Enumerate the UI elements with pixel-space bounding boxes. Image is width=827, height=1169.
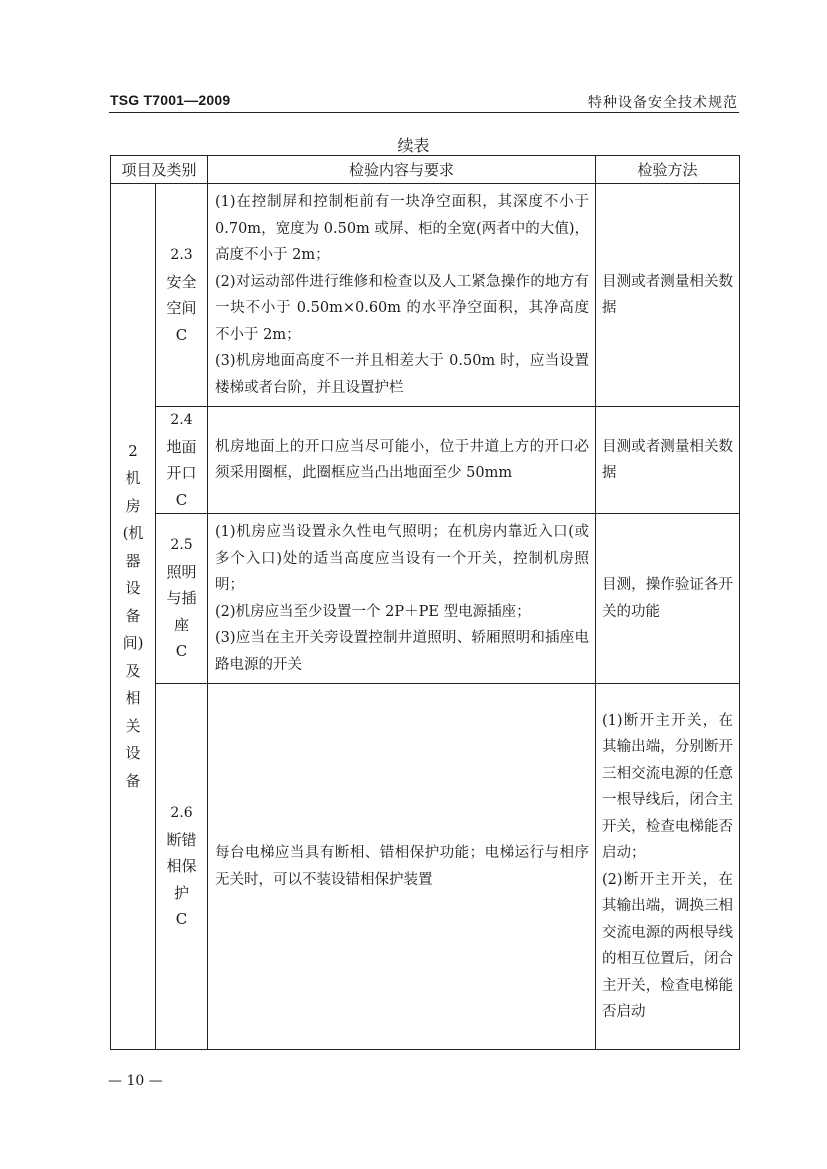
content-cell [208,514,596,684]
category-char: 备 [125,606,141,625]
category-char: 2 [128,441,138,460]
subcategory-cell [156,184,208,407]
subcategory-class: C [175,325,188,344]
method-item: 目测，操作验证各开关的功能 [602,577,734,620]
method-item: 目测或者测量相关数据 [602,438,734,481]
page-number: — 10 — [108,1073,163,1089]
content-cell [208,184,596,407]
subcategory-cell [156,684,208,1050]
col-header-method: 检验方法 [596,156,740,184]
col-header-content: 检验内容与要求 [208,156,596,184]
category-char: 设 [125,579,141,598]
requirement-item: (3)应当在主开关旁设置控制井道照明、轿厢照明和插座电路电源的开关 [215,630,590,673]
table-row [111,684,740,1050]
subcategory-text: 相保 [166,857,197,876]
subcategory-class: C [175,910,188,929]
table-row [111,184,740,407]
subcategory-text: 座 [174,615,190,634]
category-char: 房 [125,496,141,515]
requirement-item: (1)在控制屏和控制柜前有一块净空面积，其深度不小于 0.70m，宽度为 0.50m 或屏、柜的全宽(两者中的大值)，高度不小于 2m； [215,194,590,263]
inspection-table [110,155,740,1050]
requirement-item: (2)机房应当至少设置一个 2P＋PE 型电源插座； [215,603,531,620]
method-item: (1)断开主开关，在其输出端，分别断开三相交流电源的任意一根导线后，闭合主开关，检查电梯能否启动； [602,712,734,861]
subcategory-number: 2.4 [170,412,193,428]
category-char: 器 [125,551,141,570]
subcategory-cell [156,514,208,684]
table-header-row [111,156,740,184]
category-cell [111,184,156,1050]
subcategory-number: 2.6 [170,805,193,822]
standard-code: TSG T7001—2009 [110,92,231,108]
requirement-item: (2)对运动部件进行维修和检查以及人工紧急操作的地方有一块不小于 0.50m×0.60m 的水平净空面积，其净高度不小于 2m； [215,273,590,343]
category-char: 及 [125,661,141,680]
subcategory-text: 开口 [166,464,197,482]
method-cell [596,684,740,1050]
subcategory-text: 照明 [166,562,197,581]
subcategory-text: 断错 [166,830,197,849]
requirement-item: 每台电梯应当具有断相、错相保护功能；电梯运行与相序无关时，可以不装设错相保护装置 [215,845,590,888]
subcategory-number: 2.3 [170,247,193,263]
standard-category: 特种设备安全技术规范 [588,95,738,111]
method-cell [596,184,740,407]
subcategory-cell [156,407,208,514]
subcategory-class: C [175,642,188,661]
requirement-item: (1)机房应当设置永久性电气照明；在机房内靠近入口(或多个入口)处的适当高度应当设有一个开关，控制机房照明； [215,524,590,593]
subcategory-text: 空间 [166,299,197,317]
content-cell [208,407,596,514]
table-caption: 续表 [397,136,430,155]
method-item: 目测或者测量相关数据 [602,273,734,316]
category-char: 备 [125,771,141,790]
category-char: 机 [125,469,141,488]
category-char: 间) [122,634,144,653]
requirement-item: (3)机房地面高度不一并且相差大于 0.50m 时，应当设置楼梯或者台阶，并且设置护栏 [215,353,590,396]
content-cell [208,684,596,1050]
subcategory-text: 与插 [166,589,197,608]
method-cell [596,407,740,514]
category-char: (机 [122,524,144,543]
subcategory-text: 地面 [166,437,197,456]
subcategory-text: 安全 [166,272,197,291]
col-header-category: 项目及类别 [111,156,208,184]
category-char: 设 [125,744,141,763]
method-cell [596,514,740,684]
subcategory-number: 2.5 [170,537,193,554]
subcategory-class: C [175,490,188,509]
category-char: 关 [125,716,141,735]
requirement-item: 机房地面上的开口应当尽可能小，位于井道上方的开口必须采用圈框，此圈框应当凸出地面至少 50mm [215,438,590,481]
method-item: (2)断开主开关，在其输出端，调换三相交流电源的两根导线的相互位置后，闭合主开关，检查电梯能否启动 [602,871,734,1020]
table-row [111,407,740,514]
header-rule [109,112,739,113]
table-row [111,514,740,684]
subcategory-text: 护 [174,883,190,902]
category-char: 相 [125,689,141,708]
